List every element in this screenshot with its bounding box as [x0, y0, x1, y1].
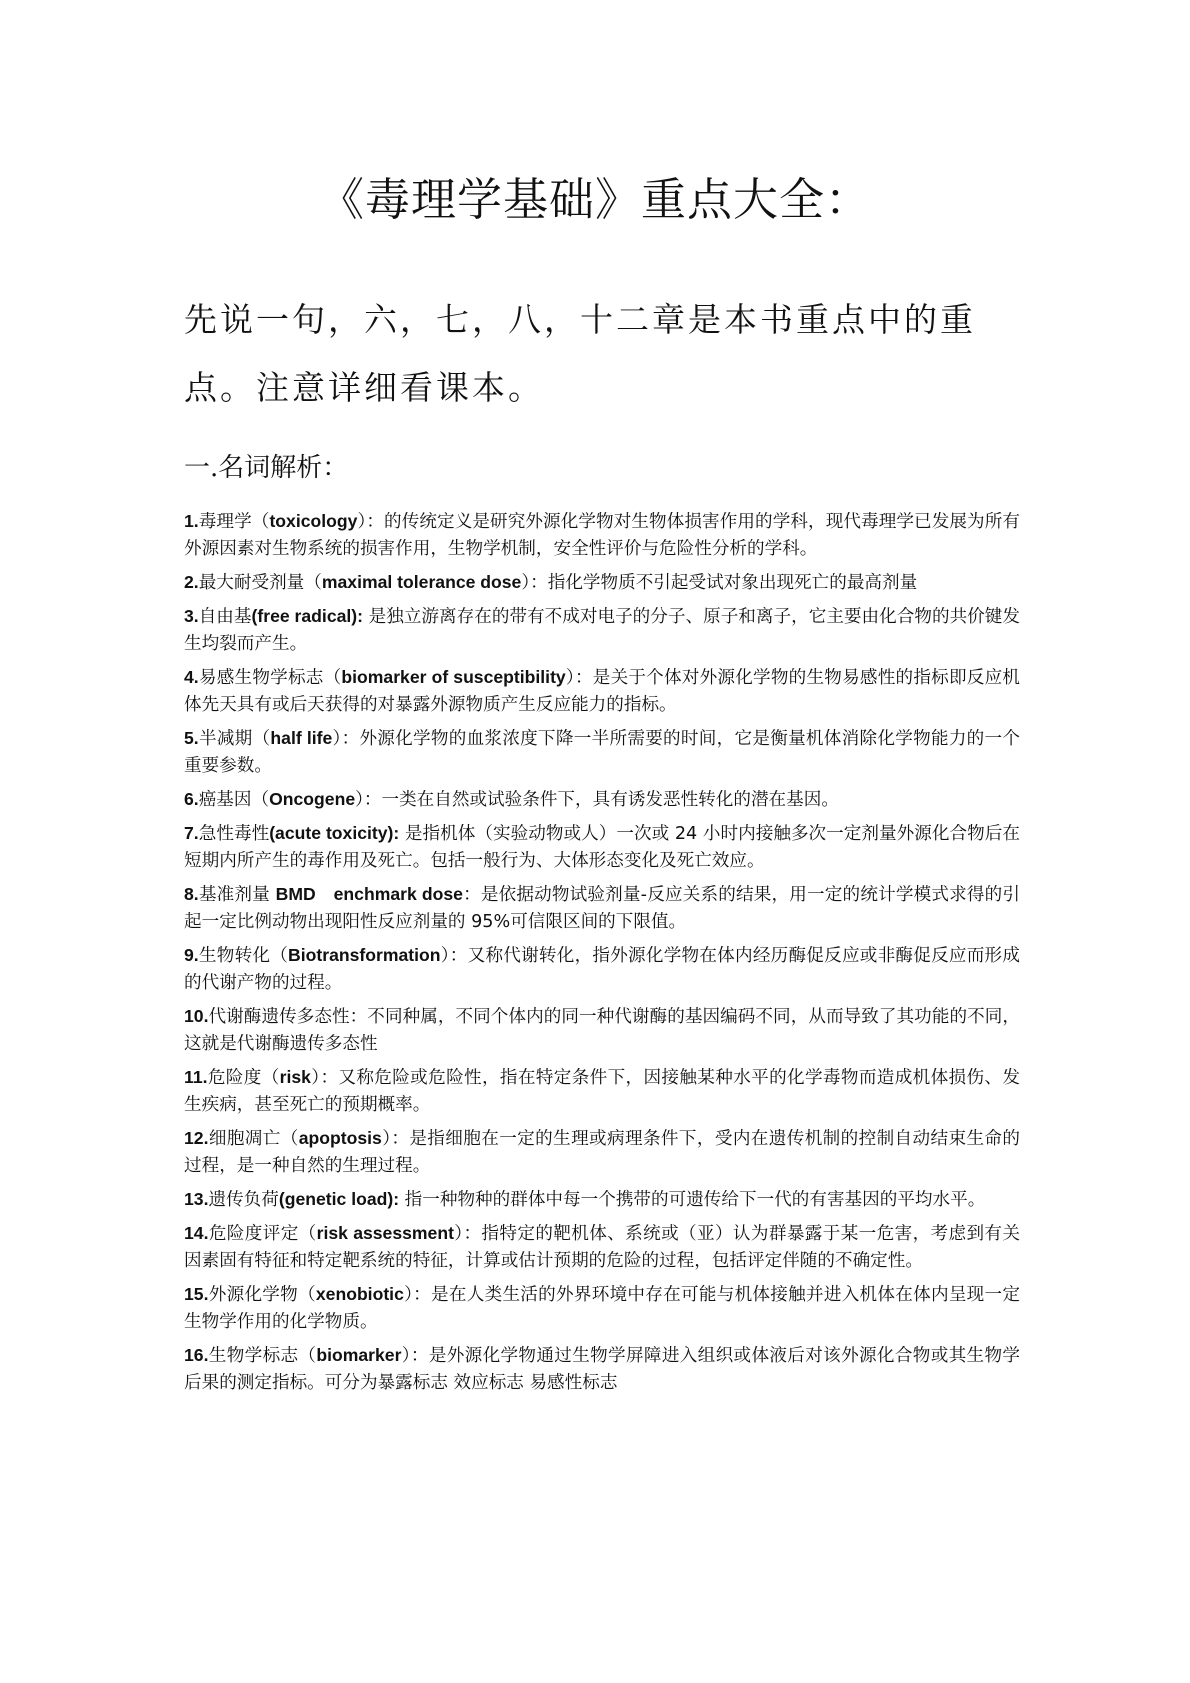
term-entry: [184, 1281, 1020, 1336]
term-number: 16.: [184, 1345, 209, 1365]
term-definition: 不同种属，不同个体内的同一种代谢酶的基因编码不同，从而导致了其功能的不同，这就是代谢酶遗传多态性: [184, 1007, 1020, 1054]
term-entry: [184, 1125, 1020, 1180]
term-english: apoptosis: [298, 1128, 382, 1148]
term-english: xenobiotic: [315, 1284, 404, 1304]
term-name: 外源化学物（: [208, 1285, 316, 1305]
term-name: 毒理学（: [198, 512, 270, 532]
term-definition: ）：又称危险或危险性，指在特定条件下，因接触某种水平的化学毒物而造成机体损伤、发生疾病，甚至死亡的预期概率。: [184, 1068, 1020, 1115]
term-list: [184, 508, 1020, 1403]
term-definition: ）：是在人类生活的外界环境中存在可能与机体接触并进入机体在体内呈现一定生物学作用的化学物质。: [184, 1285, 1020, 1332]
term-entry: [184, 569, 1020, 597]
term-name: 危险度评定（: [208, 1224, 317, 1244]
term-english: biomarker: [316, 1345, 402, 1365]
term-number: 15.: [184, 1284, 209, 1304]
term-name: 易感生物学标志（: [198, 668, 342, 688]
term-definition: 是独立游离存在的带有不成对电子的分子、原子和离子，它主要由化合物的共价键发生均裂而产生。: [184, 607, 1020, 654]
term-entry: [184, 1003, 1020, 1058]
term-definition: 指一种物种的群体中每一个携带的可遗传给下一代的有害基因的平均水平。: [399, 1190, 986, 1210]
term-entry: [184, 603, 1020, 658]
term-name: 细胞凋亡（: [208, 1129, 299, 1149]
term-definition: ）：是指细胞在一定的生理或病理条件下，受内在遗传机制的控制自动结束生命的过程，是一种自然的生理过程。: [184, 1129, 1020, 1176]
term-entry: [184, 942, 1020, 997]
term-number: 2.: [184, 572, 199, 592]
term-english: Biotransformation: [288, 945, 441, 965]
term-entry: [184, 1064, 1020, 1119]
term-number: 7.: [184, 823, 199, 843]
term-english: BMD enchmark dose: [275, 884, 463, 904]
term-entry: [184, 1220, 1020, 1275]
term-english: biomarker of susceptibility: [341, 667, 566, 687]
term-name: 最大耐受剂量（: [198, 573, 322, 593]
term-name: 危险度（: [207, 1068, 280, 1088]
term-entry: [184, 881, 1020, 936]
term-english: Oncogene: [269, 789, 356, 809]
term-number: 8.: [184, 884, 199, 904]
term-entry: [184, 664, 1020, 719]
term-english: half life: [270, 728, 333, 748]
term-name: 基准剂量: [198, 885, 276, 905]
term-number: 13.: [184, 1189, 209, 1209]
term-entry: [184, 508, 1020, 563]
term-definition: ：是依据动物试验剂量-反应关系的结果，用一定的统计学模式求得的引起一定比例动物出现阳性反应剂量的 95%可信限区间的下限值。: [184, 885, 1020, 932]
term-number: 6.: [184, 789, 199, 809]
term-definition: ）：又称代谢转化，指外源化学物在体内经历酶促反应或非酶促反应而形成的代谢产物的过程。: [184, 946, 1020, 993]
term-name: 遗传负荷: [208, 1190, 279, 1210]
term-definition: ）：的传统定义是研究外源化学物对生物体损害作用的学科，现代毒理学已发展为所有外源因素对生物系统的损害作用，生物学机制，安全性评价与危险性分析的学科。: [184, 512, 1020, 559]
term-english: maximal tolerance dose: [321, 572, 522, 592]
term-english: risk assessment: [316, 1223, 454, 1243]
term-number: 12.: [184, 1128, 209, 1148]
term-english: (acute toxicity):: [269, 823, 400, 843]
term-name: 生物转化（: [198, 946, 289, 966]
term-definition: ）：是外源化学物通过生物学屏障进入组织或体液后对该外源化合物或其生物学后果的测定指标。可分为暴露标志 效应标志 易感性标志: [184, 1346, 1020, 1393]
term-definition: ）：外源化学物的血浆浓度下降一半所需要的时间，它是衡量机体消除化学物能力的一个重要参数。: [184, 729, 1020, 776]
term-definition: ）：是关于个体对外源化学物的生物易感性的指标即反应机体先天具有或后天获得的对暴露外源物质产生反应能力的指标。: [184, 668, 1020, 715]
term-english: toxicology: [269, 511, 358, 531]
term-entry: [184, 786, 1020, 814]
term-english: (genetic load):: [278, 1189, 400, 1209]
term-definition: ）：指特定的靶机体、系统或（亚）认为群暴露于某一危害，考虑到有关因素固有特征和特定靶系统的特征，计算或估计预期的危险的过程，包括评定伴随的不确定性。: [184, 1224, 1020, 1271]
term-number: 5.: [184, 728, 199, 748]
term-number: 1.: [184, 511, 199, 531]
term-name: 生物学标志（: [208, 1346, 317, 1366]
term-number: 11.: [184, 1067, 208, 1087]
term-number: 9.: [184, 945, 199, 965]
term-english: (free radical):: [251, 606, 363, 626]
term-definition: ）：一类在自然或试验条件下，具有诱发恶性转化的潜在基因。: [355, 790, 839, 810]
term-name: 半减期（: [198, 729, 271, 749]
term-number: 14.: [184, 1223, 209, 1243]
term-definition: ）：指化学物质不引起受试对象出现死亡的最高剂量: [521, 573, 918, 593]
term-name: 急性毒性: [198, 824, 270, 844]
term-number: 10.: [184, 1006, 209, 1026]
term-entry: [184, 820, 1020, 875]
term-english: risk: [279, 1067, 311, 1087]
term-entry: [184, 1342, 1020, 1397]
term-name: 癌基因（: [198, 790, 270, 810]
section-heading: 一.名词解析：: [184, 453, 349, 483]
term-entry: [184, 1186, 1020, 1214]
term-name: 自由基: [198, 607, 252, 627]
term-definition: 是指机体（实验动物或人）一次或 24 小时内接触多次一定剂量外源化合物后在短期内所产生的毒作用及死亡。包括一般行为、大体形态变化及死亡效应。: [184, 824, 1020, 871]
term-name: 代谢酶遗传多态性：: [208, 1007, 368, 1027]
document-title: 《毒理学基础》重点大全：: [318, 173, 871, 226]
term-entry: [184, 725, 1020, 780]
term-number: 3.: [184, 606, 199, 626]
term-number: 4.: [184, 667, 199, 687]
intro-paragraph: 先说一句，六，七，八，十二章是本书重点中的重点。注意详细看课本。: [184, 300, 976, 407]
